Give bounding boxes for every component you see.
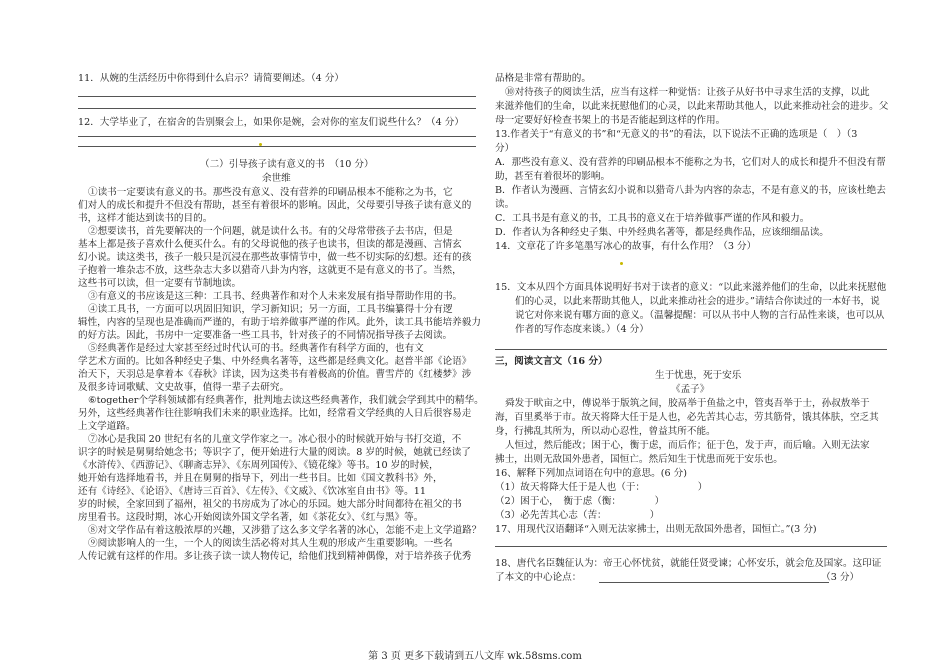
question-13-cont: 分） <box>495 143 515 154</box>
question-18: 18、唐代名臣魏征认为：帝王心怀忧贫，就能任贤受谏；心怀安乐，就会危及国家。这印证 <box>495 558 882 569</box>
question-15-line: 们的心灵，以此来帮助其他人，以此来推动社会的进步。”请结合你读过的一本好书，说 <box>515 296 880 307</box>
question-15-line: 说它对你来说有哪方面的意义。（温馨提醒：可以从书中人物的言行品性来谈，也可以从 <box>515 310 885 321</box>
answer-line <box>78 96 476 97</box>
option-b-cont: 读。 <box>495 199 515 210</box>
article-line: 的好方法。因此，书房中一定要准备一些工具书，针对孩子的不同情况指导孩子去阅读。 <box>78 330 453 341</box>
option-c: C．工具书是有意义的书，工具书的意义在于培养做事严谨的作风和毅力。 <box>495 213 810 224</box>
question-11: 11．从婉的生活经历中你得到什么启示？请简要阐述。（4 分） <box>78 73 344 84</box>
classical-line: 身，行拂乱其所为，所以动心忍性，曾益其所不能。 <box>495 426 716 437</box>
section-divider <box>495 349 887 350</box>
page-footer: 第 3 页 更多下载请到五八文库 wk.58sms.com <box>368 651 582 662</box>
article-line: 《水浒传》、《西游记》、《聊斋志异》、《东周列国传》、《镜花缘》等书。10 岁的时候， <box>78 460 439 471</box>
option-a-cont: 助，甚至有着很坏的影响。 <box>495 171 611 182</box>
article-line: ⑨阅读影响人的一生，一个人的阅读生活必将对其人生观的形成产生重要影响。一些名 <box>88 538 453 549</box>
article-line: ⑩对待孩子的阅读生活，应当有这样一种觉悟：让孩子从好书中寻求生活的支撑，以此 <box>505 87 870 98</box>
section-2-title: （二）引导孩子读有意义的书 （10 分） <box>200 159 374 170</box>
question-16-item: （1）故天将降大任于是人也（于： ） <box>495 482 708 493</box>
article-line: 人传记就有这样的作用。多让孩子读一读人物传记，给他们找到精神偶像，对于培养孩子优秀 <box>78 551 472 562</box>
article-line: 书，这样才能达到读书的目的。 <box>78 213 213 224</box>
article-line: 上文学道路。 <box>78 421 136 432</box>
classical-line: 海，百里奚举于市。故天将降大任于是人也，必先苦其心志，劳其筋骨，饿其体肤，空乏其 <box>495 412 879 423</box>
article-author: 余世维 <box>262 173 291 184</box>
classical-line: 人恒过，然后能改；困于心，衡于虑，而后作；征于色，发于声，而后喻。入则无法家 <box>505 440 870 451</box>
classical-line: 拂士，出则无敌国外患者，国恒亡。然后知生于忧患而死于安乐也。 <box>495 454 783 465</box>
question-17: 17、用现代汉语翻译“入则无法家拂士，出则无敌国外患者，国恒亡。”(3 分) <box>495 524 817 535</box>
classical-source: 《孟子》 <box>671 384 710 395</box>
article-line: 子抱着一堆杂志不放，这些杂志大多以猎奇八卦为内容，这就更不是有意义的书了。当然， <box>78 265 462 276</box>
article-line: ①读书一定要读有意义的书。那些没有意义、没有营养的印刷品根本不能称之为书，它 <box>88 187 453 198</box>
article-line: 岁的时候，全家回到了福州，祖父的书房成为了冰心的乐园。她大部分时间都待在祖父的书 <box>78 499 462 510</box>
article-line: 来滋养他们的生命，以此来抚慰他们的心灵，以此来帮助其他人，以此来推动社会的进步。父 <box>495 101 889 112</box>
article-line: ⑦冰心是我国 20 世纪有名的儿童文学作家之一。冰心很小的时候就开始与书打交道，不 <box>88 434 462 445</box>
question-15: 15．文本从四个方面具体说明好书对于读者的意义：“以此来滋养他们的生命，以此来抚慰他 <box>495 282 887 293</box>
option-b: B．作者认为漫画、言情玄幻小说和以猎奇八卦为内容的杂志，不是有意义的书，应该杜绝去 <box>495 185 886 196</box>
article-line: 母一定要好好检查书架上的书是否能起到这样的作用。 <box>495 115 726 126</box>
answer-line <box>495 546 887 547</box>
classical-line: 舜发于畎亩之中，傅说举于版筑之间，胶鬲举于鱼盐之中，管夷吾举于士，孙叔敖举于 <box>505 398 870 409</box>
article-line: 她开始有选择地看书，并且在舅舅的指导下，列出一些书目。比如《国文教科书》外， <box>78 473 443 484</box>
classical-title: 生于忧患，死于安乐 <box>655 370 742 381</box>
article-line: 及很多诗词歌赋、文史故事，值得一辈子去研究。 <box>78 382 290 393</box>
article-line: 品格是非常有帮助的。 <box>495 73 591 84</box>
article-line: ③有意义的书应该是这三种：工具书、经典著作和对个人未来发展有指导帮助作用的书。 <box>88 291 463 302</box>
question-16-item: （3）必先苦其心志（苦： ） <box>495 510 660 521</box>
answer-line <box>78 146 476 147</box>
article-line: ⑥together个学科领域都有经典著作，批判地去读这些经典著作，我们就会学到其中的精华。 <box>88 395 484 406</box>
article-line: 这些书可以读，但一定要有节制地读。 <box>78 278 242 289</box>
question-16-item: （2）困于心， 衡于虑（衡： ） <box>495 496 665 507</box>
answer-line <box>78 108 476 109</box>
question-16: 16、解释下列加点词语在句中的意思。(6 分) <box>495 468 687 479</box>
article-line: ②想要读书，首先要解决的一个问题，就是读什么书。有的父母常带孩子去书店，但是 <box>88 226 453 237</box>
article-line: 们对人的成长和提升不但没有帮助，甚至有着很坏的影响。因此，父母要引导孩子读有意义的 <box>78 200 472 211</box>
option-d: D．作者认为各种经史子集、中外经典名著等，都是经典作品，应该细细品读。 <box>495 227 829 238</box>
answer-line <box>599 582 829 583</box>
mark-dot <box>620 262 623 265</box>
article-line: ④读工具书，一方面可以巩固旧知识，学习新知识；另一方面，工具书编纂得十分有逻 <box>88 304 453 315</box>
question-12: 12．大学毕业了，在宿舍的告别聚会上，如果你是婉，会对你的室友们说些什么？（4 分） <box>78 117 464 128</box>
question-13: 13.作者关于“有意义的书”和“无意义的书”的看法，以下说法不正确的选项是（ ）（3 <box>495 129 858 140</box>
mark-dot <box>259 143 262 146</box>
article-line: 基本上都是孩子喜欢什么便买什么。有的父母说他的孩子也读书，但读的都是漫画、言情玄 <box>78 239 462 250</box>
article-line: 还有《诗经》、《论语》、《唐诗三百首》、《左传》、《文威》、《饮冰室自由书》等。11 <box>78 486 426 497</box>
article-line: 治天下，天羽总是拿着本《春秋》详读，因为这类书有着极高的价值。曹雪芹的《红楼梦》涉 <box>78 369 472 380</box>
section-3-title: 三，阅读文言文（16 分） <box>495 356 608 367</box>
article-line: 识字的时候是舅舅给她念书；等识字了，便开始进行大量的阅读。8 岁的时候，她就已经读了 <box>78 447 471 458</box>
article-line: 幻小说。读这类书，孩子一般只是沉浸在那些故事情节中，做一些不切实际的幻想。还有的孩 <box>78 252 472 263</box>
article-line: 辑性，内容的呈现也是准确而严谨的，有助于培养做事严谨的作风。此外，读工具书能培养毅力 <box>78 317 481 328</box>
article-line: ⑧对文学作品有着这般浓厚的兴趣，又涉猎了这么多文学名著的冰心，怎能不走上文学道路？ <box>88 525 482 536</box>
question-18-cont: 了本文的中心论点： （3 分） <box>495 572 860 583</box>
article-line: 学艺术方面的。比如各种经史子集、中外经典名著等，这些都是经典文化。赵普半部《论语》 <box>78 356 472 367</box>
question-15-line: 作者的写作态度来谈。）（4 分） <box>515 324 649 335</box>
question-14: 14．文章花了许多笔墨写冰心的故事，有什么作用？（3 分） <box>495 241 757 252</box>
article-line: 另外，这些经典著作往往影响我们未来的职业选择。比如，经常看文学经典的人日后很容易走 <box>78 408 472 419</box>
option-a: A．那些没有意义、没有营养的印刷品根本不能称之为书，它们对人的成长和提升不但没有帮 <box>495 157 886 168</box>
answer-line <box>78 136 476 137</box>
article-line: 房里看书。这段时期，冰心开始阅读外国文学名著，如《茶花女》、《红与黑》等。 <box>78 512 424 523</box>
article-line: ⑤经典著作是经过大家甚至经过时代认可的书。经典著作有科学方面的，也有文 <box>88 343 424 354</box>
